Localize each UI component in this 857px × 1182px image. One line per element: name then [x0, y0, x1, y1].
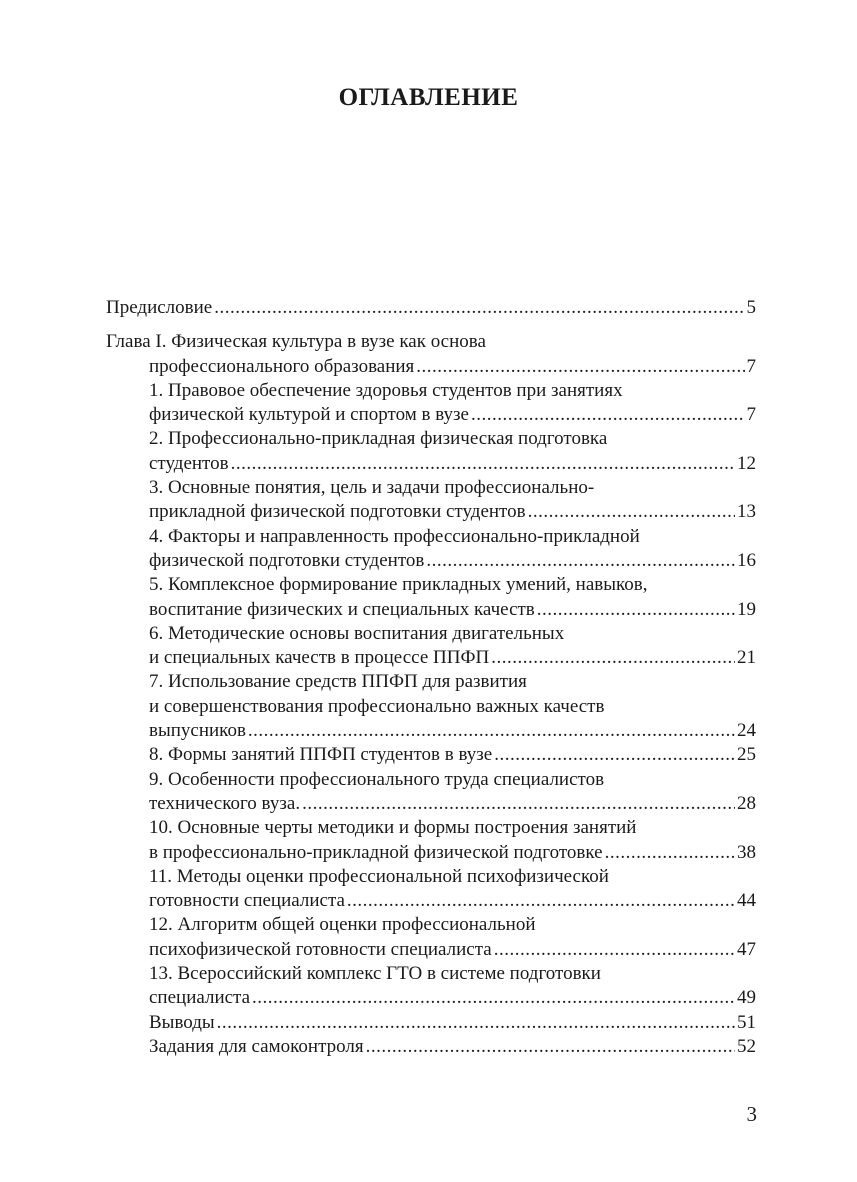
- toc-entry-page: 44: [737, 890, 756, 912]
- toc-entry-page: 12: [737, 452, 756, 474]
- dot-leader: [494, 938, 735, 962]
- dot-leader: [366, 1035, 735, 1059]
- toc-entry-title: 3. Основные понятия, цель и задачи профессионально-: [149, 477, 595, 499]
- toc-entry-page: 16: [737, 549, 756, 571]
- toc-entry[interactable]: [106, 379, 756, 428]
- toc-entry-title: 5. Комплексное формирование прикладных умений, навыков,: [149, 574, 648, 596]
- toc-entry[interactable]: [106, 962, 756, 1011]
- dot-leader: [347, 889, 735, 913]
- toc-entry-page: 19: [737, 598, 756, 620]
- dot-leader: [605, 841, 735, 865]
- toc-entry-page: 21: [737, 647, 756, 669]
- toc-entry-page: 28: [737, 792, 756, 814]
- dot-leader: [491, 646, 735, 670]
- toc-entry[interactable]: [106, 1035, 756, 1059]
- toc-entry-title: 1. Правовое обеспечение здоровья студентов при занятиях: [149, 379, 623, 401]
- toc-entry[interactable]: [106, 525, 756, 574]
- toc-entry-title: 12. Алгоритм общей оценки профессиональной: [149, 914, 536, 936]
- toc-entry-title: физической подготовки студентов: [149, 549, 425, 571]
- dot-leader: [537, 598, 735, 622]
- toc-entry-title: 7. Использование средств ППФП для развития: [149, 671, 527, 693]
- dot-leader: [217, 1011, 735, 1035]
- dot-leader: [302, 792, 735, 816]
- dot-leader: [494, 743, 735, 767]
- toc-entry-title: 2. Профессионально-прикладная физическая подготовка: [149, 428, 608, 450]
- toc-entry-page: 47: [737, 938, 756, 960]
- dot-leader: [426, 549, 735, 573]
- toc-entry-page: 7: [746, 355, 756, 377]
- toc-entry-title: 11. Методы оценки профессиональной психофизической: [149, 865, 609, 887]
- dot-leader: [231, 452, 735, 476]
- dot-leader: [214, 296, 744, 320]
- page-title: ОГЛАВЛЕНИЕ: [338, 84, 519, 111]
- toc-entry-title: технического вуза.: [149, 792, 301, 814]
- toc-entry-title: специалиста: [149, 987, 251, 1009]
- toc-entry-page: 13: [737, 501, 756, 523]
- toc-entry-page: 7: [746, 404, 756, 426]
- toc-entry-title: в профессионально-прикладной физической подготовке: [149, 841, 603, 863]
- toc-entry-title: 13. Всероссийский комплекс ГТО в системе подготовки: [149, 963, 601, 985]
- toc-entry-title: психофизической готовности специалиста: [149, 938, 492, 960]
- toc-entry-title: Предисловие: [106, 297, 213, 318]
- page-number: 3: [746, 1102, 757, 1126]
- toc-entry-title: студентов: [149, 452, 229, 474]
- toc-entry-page: 24: [737, 720, 756, 742]
- toc-entry-title: 4. Факторы и направленность профессионально-прикладной: [149, 525, 640, 547]
- toc-entry-title: Глава I. Физическая культура в вузе как основа: [106, 331, 486, 353]
- toc-entry-title: 6. Методические основы воспитания двигательных: [149, 622, 565, 644]
- toc-entry-title: Задания для самоконтроля: [149, 1035, 364, 1057]
- dot-leader: [528, 500, 735, 524]
- toc-entry[interactable]: [106, 296, 756, 320]
- toc-entry-page: 38: [737, 841, 756, 863]
- toc-entry[interactable]: [106, 427, 756, 476]
- toc-entry-title: воспитание физических и специальных качеств: [149, 598, 535, 620]
- dot-leader: [416, 355, 744, 379]
- toc-entry[interactable]: [106, 865, 756, 914]
- toc-entry-title: выпусников: [149, 720, 246, 742]
- toc-entry[interactable]: [106, 1011, 756, 1035]
- toc-entry[interactable]: [106, 768, 756, 817]
- toc-entry-page: 51: [737, 1011, 756, 1033]
- table-of-contents: [106, 296, 756, 1059]
- dot-leader: [471, 403, 745, 427]
- toc-entry-title: готовности специалиста: [149, 890, 345, 912]
- toc-entry-title: и совершенствования профессионально важных качеств: [149, 695, 605, 717]
- toc-entry[interactable]: [106, 670, 756, 743]
- toc-entry[interactable]: [106, 743, 756, 767]
- toc-entry-title: физической культурой и спортом в вузе: [149, 404, 469, 426]
- toc-entry-page: 5: [746, 297, 756, 318]
- toc-entry-title: профессионального образования: [149, 355, 415, 377]
- toc-entry-title: 9. Особенности профессионального труда специалистов: [149, 768, 605, 790]
- toc-entry[interactable]: [106, 573, 756, 622]
- toc-entry[interactable]: [106, 330, 756, 379]
- toc-entry-title: Выводы: [149, 1011, 215, 1033]
- toc-entry[interactable]: [106, 913, 756, 962]
- toc-entry[interactable]: [106, 622, 756, 671]
- dot-leader: [248, 719, 735, 743]
- toc-entry-title: 8. Формы занятий ППФП студентов в вузе: [149, 744, 493, 766]
- toc-entry-page: 52: [737, 1035, 756, 1057]
- toc-entry-page: 49: [737, 987, 756, 1009]
- toc-entry-page: 25: [737, 744, 756, 766]
- toc-entry[interactable]: [106, 476, 756, 525]
- toc-entry-title: 10. Основные черты методики и формы построения занятий: [149, 817, 637, 839]
- toc-entry[interactable]: [106, 816, 756, 865]
- dot-leader: [252, 986, 735, 1010]
- toc-entry-title: и специальных качеств в процессе ППФП: [149, 647, 490, 669]
- toc-entry-title: прикладной физической подготовки студентов: [149, 501, 526, 523]
